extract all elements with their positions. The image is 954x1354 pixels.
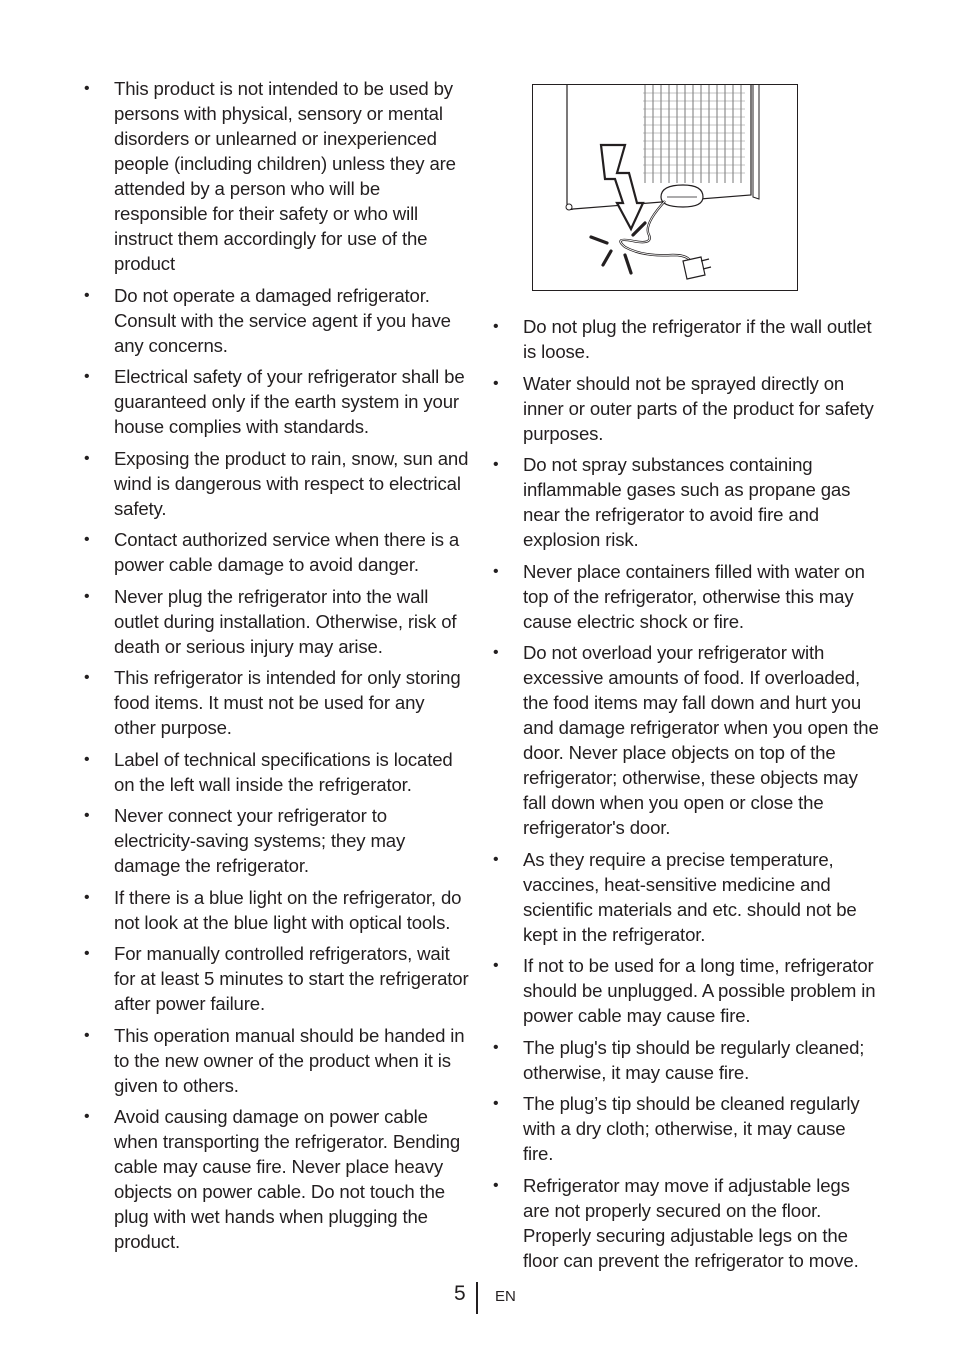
bullet-marker: • <box>84 945 90 962</box>
bullet-marker: • <box>84 368 90 385</box>
bullet-item <box>489 953 879 1028</box>
right-bullet-list <box>489 314 879 1273</box>
right-column <box>489 314 879 1279</box>
bullet-marker: • <box>493 1095 499 1112</box>
bullet-item <box>80 803 470 878</box>
bullet-text: Never plug the refrigerator into the wall outlet during installation. Otherwise, risk of death or serious injury may arise. <box>114 585 457 657</box>
bullet-marker: • <box>493 850 499 868</box>
bullet-marker: • <box>84 286 90 304</box>
bullet-text: Refrigerator may move if adjustable legs are not properly secured on the floor. Properly securing adjustable legs on the floor can prevent the refrigerator to move. <box>523 1174 859 1271</box>
bullet-marker: • <box>84 750 90 768</box>
bullet-text: Do not plug the refrigerator if the wall outlet is loose. <box>523 316 872 362</box>
refrigerator-plug-illustration <box>532 84 798 291</box>
bullet-text: Avoid causing damage on power cable when transporting the refrigerator. Bending cable may cause fire. Never place heavy objects on power cable. Do not touch the plug with wet hands when plugging the product. <box>114 1106 461 1252</box>
language-code: EN <box>495 1288 516 1305</box>
bullet-text: If not to be used for a long time, refrigerator should be unplugged. A possible problem in power cable may cause fire. <box>523 955 876 1026</box>
bullet-text: This refrigerator is intended for only storing food items. It must not be used for any other purpose. <box>114 667 461 738</box>
bullet-item <box>80 747 470 797</box>
bullet-item <box>80 364 470 439</box>
bullet-marker: • <box>84 1026 90 1044</box>
footer-divider <box>476 1282 478 1314</box>
bullet-marker: • <box>84 449 90 467</box>
bullet-marker: • <box>84 80 90 97</box>
bullet-text: Do not operate a damaged refrigerator. Consult with the service agent if you have any concerns. <box>114 284 451 356</box>
bullet-item <box>80 665 470 740</box>
bullet-marker: • <box>84 587 90 605</box>
bullet-marker: • <box>493 1176 499 1194</box>
bullet-text: Contact authorized service when there is a power cable damage to avoid danger. <box>114 529 460 575</box>
bullet-marker: • <box>493 318 499 335</box>
bullet-item <box>80 76 470 276</box>
bullet-text: Label of technical specifications is located on the left wall inside the refrigerator. <box>114 748 453 795</box>
bullet-marker: • <box>493 644 499 661</box>
bullet-text: The plug’s tip should be cleaned regularly with a dry cloth; otherwise, it may cause fire. <box>523 1093 860 1164</box>
bullet-text: As they require a precise temperature, vaccines, heat-sensitive medicine and scientific materials and etc. should not be kept in the refrigerator. <box>523 848 857 945</box>
bullet-item <box>489 1035 879 1085</box>
refrigerator-cable-drawing <box>533 85 797 290</box>
bullet-item <box>489 371 879 446</box>
bullet-item <box>80 1104 470 1254</box>
bullet-marker: • <box>84 1108 90 1125</box>
bullet-item <box>80 941 470 1016</box>
bullet-marker: • <box>493 456 499 473</box>
bullet-marker: • <box>84 807 90 824</box>
bullet-marker: • <box>493 374 499 392</box>
bullet-marker: • <box>493 957 499 974</box>
bullet-item <box>489 1091 879 1166</box>
bullet-text: For manually controlled refrigerators, wait for at least 5 minutes to start the refrigerator after power failure. <box>114 943 469 1014</box>
left-bullet-list <box>80 76 470 1254</box>
bullet-text: Never place containers filled with water on top of the refrigerator, otherwise this may cause electric shock or fire. <box>523 560 865 632</box>
bullet-marker: • <box>493 1038 499 1056</box>
bullet-text: This operation manual should be handed in to the new owner of the product when it is given to others. <box>114 1024 465 1096</box>
bullet-text: Electrical safety of your refrigerator shall be guaranteed only if the earth system in your house complies with standards. <box>114 366 465 437</box>
bullet-text: Never connect your refrigerator to electricity-saving systems; they may damage the refrigerator. <box>114 805 406 876</box>
left-column <box>80 76 470 1261</box>
bullet-item <box>80 527 470 577</box>
bullet-item <box>80 584 470 659</box>
bullet-item <box>489 640 879 840</box>
bullet-item <box>80 885 470 935</box>
bullet-item <box>489 847 879 947</box>
bullet-text: Water should not be sprayed directly on inner or outer parts of the product for safety purposes. <box>523 372 874 444</box>
bullet-text: Do not spray substances containing inflammable gases such as propane gas near the refrigerator to avoid fire and explosion risk. <box>523 454 851 550</box>
bullet-item <box>80 283 470 358</box>
bullet-item <box>80 1023 470 1098</box>
bullet-item <box>489 559 879 634</box>
page-number: 5 <box>454 1282 466 1305</box>
bullet-text: Do not overload your refrigerator with excessive amounts of food. If overloaded, the food items may fall down and hurt you and damage refrigerator when you open the door. Never place objects on top of the refrigerator; otherwise, these objects may fall down when you open or close the refrigerator's door. <box>523 642 879 838</box>
bullet-text: This product is not intended to be used by persons with physical, sensory or mental disorders or unlearned or inexperienced people (including children) unless they are attended by a person who will be responsible for their safety or who will instruct them accordingly for use of the product <box>114 78 456 274</box>
bullet-marker: • <box>84 888 90 906</box>
bullet-item <box>489 314 879 364</box>
bullet-item <box>80 446 470 521</box>
bullet-marker: • <box>493 562 499 580</box>
bullet-text: Exposing the product to rain, snow, sun and wind is dangerous with respect to electrical safety. <box>114 447 469 519</box>
bullet-text: The plug's tip should be regularly cleaned; otherwise, it may cause fire. <box>523 1036 865 1083</box>
bullet-item <box>489 1173 879 1273</box>
bullet-marker: • <box>84 531 90 548</box>
bullet-text: If there is a blue light on the refrigerator, do not look at the blue light with optical tools. <box>114 886 462 933</box>
bullet-item <box>489 452 879 552</box>
bullet-marker: • <box>84 669 90 686</box>
